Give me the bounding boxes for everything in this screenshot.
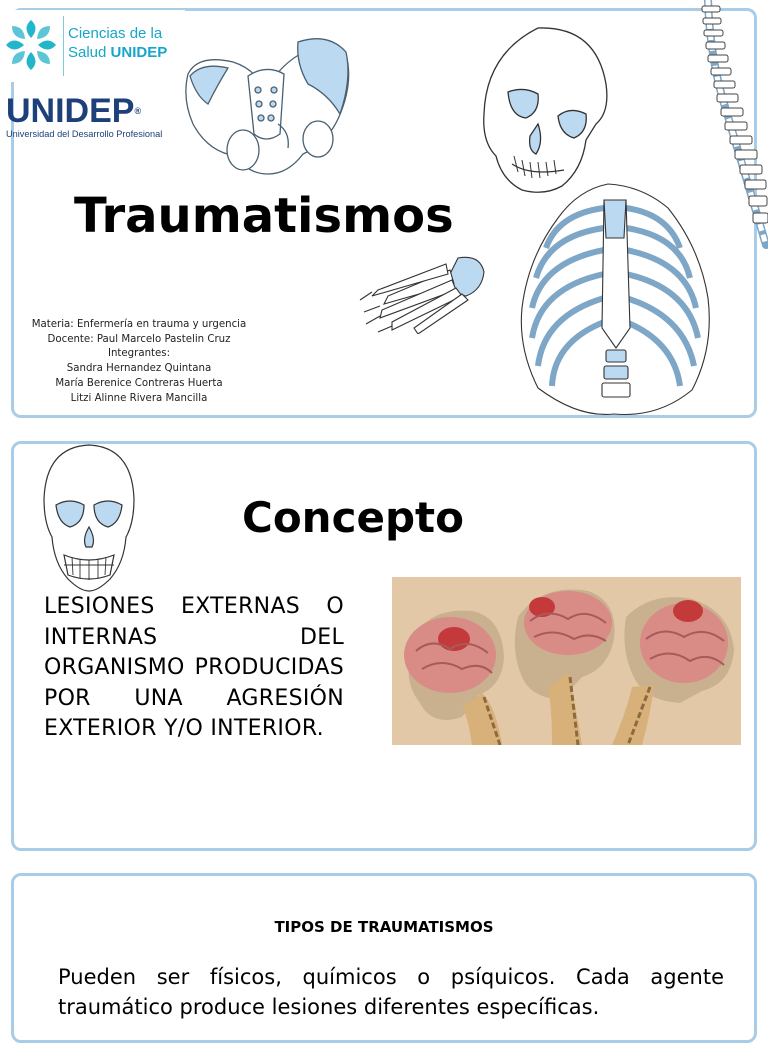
concept-definition: LESIONES EXTERNAS O INTERNAS DEL ORGANISMO PRODUCIDAS POR UNA AGRESIÓN EXTERIOR Y/O INTERIOR.: [44, 594, 344, 741]
types-text: Pueden ser físicos, químicos o psíquicos. Cada agente traumático produce lesiones diferentes específicas.: [58, 965, 724, 1019]
credit-line: Sandra Hernandez Quintana: [66, 363, 212, 375]
credit-line: Integrantes:: [107, 348, 171, 360]
foot-bones-illustration: [358, 250, 486, 334]
credit-line: Materia: Enfermería en trauma y urgencia: [31, 319, 247, 330]
pelvis-illustration: [178, 24, 354, 194]
skull-illustration: [478, 24, 612, 200]
unidep-logo: [6, 94, 176, 144]
brain-trauma-image: [392, 577, 741, 745]
logo-separator: [63, 16, 64, 76]
credit-line: Docente: Paul Marcelo Pastelin Cruz: [47, 333, 231, 345]
ciencias-salud-logo: [0, 10, 185, 82]
ciencias-line2-a: Salud: [68, 44, 111, 61]
ribcage-illustration: [508, 178, 718, 426]
unidep-registered-mark: ®: [134, 106, 142, 116]
unidep-subtitle: Universidad del Desarrollo Profesional: [6, 129, 163, 139]
ciencias-line2-b: UNIDEP: [110, 44, 168, 61]
credits-block: [30, 318, 248, 406]
credit-line: María Berenice Contreras Huerta: [55, 377, 223, 389]
ciencias-flower-icon: [4, 18, 58, 72]
types-title: TIPOS DE TRAUMATISMOS: [274, 918, 494, 936]
credit-line: Litzi Alinne Rivera Mancilla: [70, 392, 208, 404]
concept-title: Concepto: [242, 493, 464, 542]
cover-title: Traumatismos: [74, 188, 454, 244]
unidep-brand: UNIDEP: [6, 92, 135, 130]
brain-trauma-illustration: [392, 577, 741, 745]
ciencias-line1: Ciencias de la: [68, 25, 163, 42]
ciencias-logo-text: [68, 24, 167, 62]
skull-front-illustration: [40, 443, 138, 595]
